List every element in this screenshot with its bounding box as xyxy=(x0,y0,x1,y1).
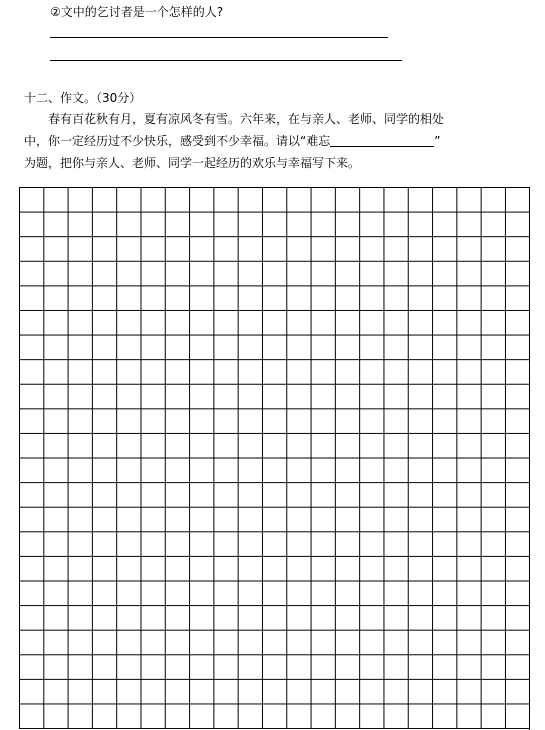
question-text: ②文中的乞讨者是一个怎样的人? xyxy=(50,5,224,19)
prompt-line-2 xyxy=(24,130,484,152)
prompt-line-2-after: ” xyxy=(434,134,441,148)
writing-grid[interactable] xyxy=(19,187,529,729)
answer-line-1[interactable] xyxy=(50,37,388,38)
section-title: 十二、作文。（30分） xyxy=(24,91,142,105)
prompt-line-2-before: 中，你一定经历过不少快乐，感受到不少幸福。请以“难忘 xyxy=(24,134,331,148)
prompt-line-1: 春有百花秋有月，夏有凉风冬有雪。六年来，在与亲人、老师、同学的相处 xyxy=(48,112,445,126)
essay-prompt xyxy=(24,108,484,174)
answer-line-2[interactable] xyxy=(50,60,402,61)
title-blank[interactable] xyxy=(330,134,434,147)
prompt-line-3: 为题，把你与亲人、老师、同学一起经历的欢乐与幸福写下来。 xyxy=(24,156,361,170)
